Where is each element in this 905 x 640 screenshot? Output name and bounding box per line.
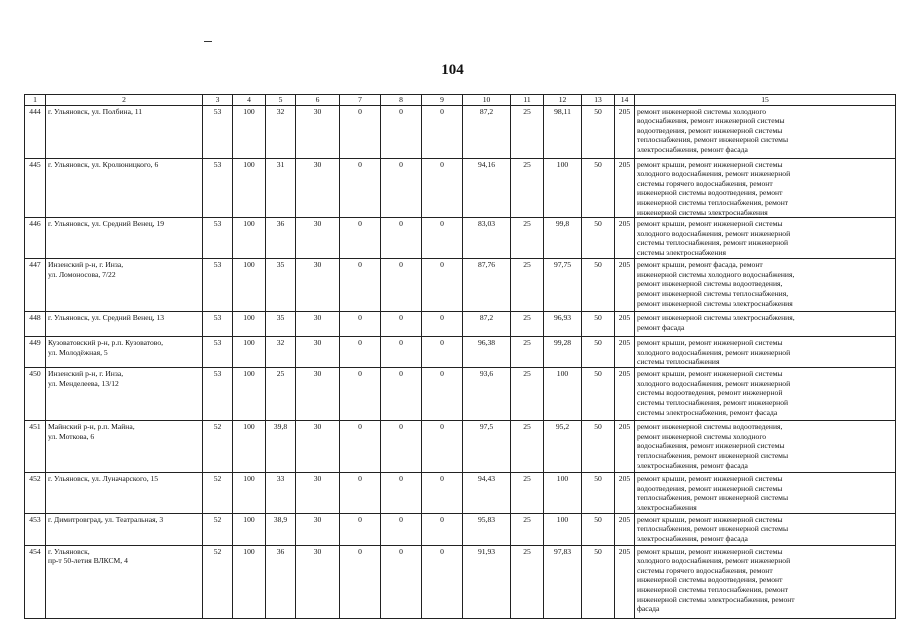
value-cell-c5: 36 <box>266 218 296 259</box>
value-cell-c12: 99,8 <box>544 218 582 259</box>
works-cell <box>635 105 896 158</box>
value-cell-c3: 52 <box>203 545 233 618</box>
works-line: ремонт фасада <box>637 322 685 332</box>
value-cell-c13: 50 <box>582 368 615 421</box>
value-cell-c12: 96,93 <box>544 312 582 337</box>
value-cell-c6: 30 <box>296 421 340 473</box>
address-cell <box>46 473 203 513</box>
value-cell-c6: 30 <box>296 312 340 337</box>
table-row <box>25 473 896 513</box>
table-row <box>25 545 896 618</box>
address-line: г. Ульяновск, ул. Средний Венец, 13 <box>48 313 165 323</box>
value-cell-c9: 0 <box>422 368 463 421</box>
column-number: 9 <box>422 95 463 106</box>
value-cell-c7: 0 <box>340 421 381 473</box>
table-row <box>25 312 896 337</box>
row-number: 447 <box>25 259 46 312</box>
column-number: 7 <box>340 95 381 106</box>
works-line: холодного водоснабжения, ремонт инженерной <box>637 556 791 566</box>
value-cell-c9: 0 <box>422 421 463 473</box>
works-cell <box>635 368 896 421</box>
value-cell-c8: 0 <box>381 513 422 545</box>
value-cell-c14: 205 <box>615 513 635 545</box>
value-cell-c6: 30 <box>296 545 340 618</box>
works-line: ремонт крыши, ремонт инженерной системы <box>637 546 783 556</box>
value-cell-c13: 50 <box>582 513 615 545</box>
works-line: системы электроснабжения <box>637 247 726 257</box>
value-cell-c10: 87,2 <box>463 105 511 158</box>
works-line: ремонт инженерной системы холодного <box>637 431 767 441</box>
value-cell-c8: 0 <box>381 312 422 337</box>
column-number: 15 <box>635 95 896 106</box>
value-cell-c11: 25 <box>511 421 544 473</box>
address-line: ул. Моткова, 6 <box>48 431 95 441</box>
value-cell-c8: 0 <box>381 473 422 513</box>
works-line: ремонт крыши, ремонт инженерной системы <box>637 219 783 229</box>
address-line: г. Димитровград, ул. Театральная, 3 <box>48 514 164 524</box>
value-cell-c8: 0 <box>381 545 422 618</box>
works-line: электроснабжения, ремонт фасада <box>637 533 748 543</box>
table-row <box>25 513 896 545</box>
value-cell-c5: 31 <box>266 158 296 218</box>
column-number: 12 <box>544 95 582 106</box>
value-cell-c8: 0 <box>381 218 422 259</box>
value-cell-c4: 100 <box>233 105 266 158</box>
value-cell-c14: 205 <box>615 218 635 259</box>
value-cell-c12: 99,28 <box>544 337 582 368</box>
works-cell <box>635 259 896 312</box>
value-cell-c3: 53 <box>203 368 233 421</box>
value-cell-c3: 53 <box>203 259 233 312</box>
value-cell-c3: 53 <box>203 312 233 337</box>
value-cell-c14: 205 <box>615 158 635 218</box>
value-cell-c13: 50 <box>582 473 615 513</box>
value-cell-c4: 100 <box>233 545 266 618</box>
value-cell-c11: 25 <box>511 368 544 421</box>
row-number: 452 <box>25 473 46 513</box>
value-cell-c9: 0 <box>422 473 463 513</box>
value-cell-c5: 35 <box>266 259 296 312</box>
value-cell-c14: 205 <box>615 368 635 421</box>
value-cell-c5: 35 <box>266 312 296 337</box>
value-cell-c6: 30 <box>296 105 340 158</box>
value-cell-c13: 50 <box>582 105 615 158</box>
value-cell-c4: 100 <box>233 312 266 337</box>
value-cell-c8: 0 <box>381 337 422 368</box>
address-cell <box>46 421 203 473</box>
value-cell-c6: 30 <box>296 158 340 218</box>
works-line: инженерной системы водоотведения, ремонт <box>637 188 783 198</box>
works-cell <box>635 218 896 259</box>
value-cell-c12: 98,11 <box>544 105 582 158</box>
works-cell <box>635 421 896 473</box>
value-cell-c4: 100 <box>233 513 266 545</box>
value-cell-c3: 52 <box>203 421 233 473</box>
value-cell-c4: 100 <box>233 259 266 312</box>
value-cell-c12: 100 <box>544 473 582 513</box>
value-cell-c9: 0 <box>422 337 463 368</box>
works-line: водоотведения, ремонт инженерной системы <box>637 483 783 493</box>
works-line: холодного водоснабжения, ремонт инженерной <box>637 169 791 179</box>
value-cell-c12: 100 <box>544 368 582 421</box>
works-cell <box>635 312 896 337</box>
address-cell <box>46 218 203 259</box>
works-line: системы горячего водоснабжения, ремонт <box>637 565 773 575</box>
value-cell-c4: 100 <box>233 218 266 259</box>
value-cell-c14: 205 <box>615 421 635 473</box>
address-line: г. Ульяновск, ул. Полбина, 11 <box>48 106 143 116</box>
value-cell-c3: 53 <box>203 337 233 368</box>
value-cell-c11: 25 <box>511 473 544 513</box>
table-row <box>25 218 896 259</box>
value-cell-c6: 30 <box>296 218 340 259</box>
works-cell <box>635 513 896 545</box>
value-cell-c7: 0 <box>340 368 381 421</box>
works-line: ремонт инженерной системы электроснабжения, <box>637 313 795 323</box>
address-cell <box>46 545 203 618</box>
value-cell-c3: 53 <box>203 105 233 158</box>
value-cell-c5: 33 <box>266 473 296 513</box>
address-line: Кузоватовский р-н, р.п. Кузоватово, <box>48 338 164 348</box>
row-number: 449 <box>25 337 46 368</box>
value-cell-c6: 30 <box>296 337 340 368</box>
works-line: инженерной системы водоотведения, ремонт <box>637 575 783 585</box>
works-line: холодного водоснабжения, ремонт инженерной <box>637 347 791 357</box>
address-line: Майнский р-н, р.п. Майна, <box>48 422 135 432</box>
page-number: 104 <box>441 62 464 78</box>
value-cell-c10: 93,6 <box>463 368 511 421</box>
works-line: фасада <box>637 604 660 614</box>
works-cell <box>635 545 896 618</box>
value-cell-c8: 0 <box>381 158 422 218</box>
value-cell-c5: 36 <box>266 545 296 618</box>
value-cell-c3: 52 <box>203 513 233 545</box>
works-line: системы теплоснабжения <box>637 357 720 367</box>
value-cell-c4: 100 <box>233 421 266 473</box>
works-line: электроснабжения, ремонт фасада <box>637 460 748 470</box>
value-cell-c8: 0 <box>381 105 422 158</box>
works-line: инженерной системы теплоснабжения, ремонт <box>637 584 789 594</box>
works-line: системы теплоснабжения, ремонт инженерной <box>637 397 789 407</box>
works-line: холодного водоснабжения, ремонт инженерной <box>637 378 791 388</box>
address-cell <box>46 158 203 218</box>
value-cell-c13: 50 <box>582 312 615 337</box>
value-cell-c13: 50 <box>582 259 615 312</box>
value-cell-c7: 0 <box>340 259 381 312</box>
value-cell-c12: 97,83 <box>544 545 582 618</box>
works-line: ремонт инженерной системы водоотведения, <box>637 422 783 432</box>
works-cell <box>635 337 896 368</box>
works-line: системы водоотведения, ремонт инженерной <box>637 388 783 398</box>
value-cell-c7: 0 <box>340 218 381 259</box>
row-number: 453 <box>25 513 46 545</box>
value-cell-c3: 53 <box>203 218 233 259</box>
dash-mark <box>204 41 212 42</box>
value-cell-c11: 25 <box>511 312 544 337</box>
address-cell <box>46 337 203 368</box>
address-line: ул. Ломоносова, 7/22 <box>48 269 116 279</box>
column-number: 14 <box>615 95 635 106</box>
works-line: инженерной системы электроснабжения, ремонт <box>637 594 795 604</box>
value-cell-c10: 94,43 <box>463 473 511 513</box>
row-number: 454 <box>25 545 46 618</box>
value-cell-c11: 25 <box>511 259 544 312</box>
works-line: ремонт инженерной системы теплоснабжения, <box>637 288 789 298</box>
works-line: системы горячего водоснабжения, ремонт <box>637 178 773 188</box>
address-line: Инзенский р-н, г. Инза, <box>48 369 124 379</box>
works-line: системы теплоснабжения, ремонт инженерной <box>637 238 789 248</box>
value-cell-c14: 205 <box>615 259 635 312</box>
address-line: ул. Менделеева, 13/12 <box>48 378 119 388</box>
value-cell-c9: 0 <box>422 158 463 218</box>
works-line: холодного водоснабжения, ремонт инженерной <box>637 228 791 238</box>
value-cell-c11: 25 <box>511 105 544 158</box>
column-number: 10 <box>463 95 511 106</box>
value-cell-c3: 52 <box>203 473 233 513</box>
value-cell-c12: 97,75 <box>544 259 582 312</box>
address-line: г. Ульяновск, ул. Средний Венец, 19 <box>48 219 165 229</box>
value-cell-c6: 30 <box>296 513 340 545</box>
value-cell-c8: 0 <box>381 421 422 473</box>
row-number: 445 <box>25 158 46 218</box>
value-cell-c13: 50 <box>582 421 615 473</box>
works-line: ремонт крыши, ремонт инженерной системы <box>637 474 783 484</box>
value-cell-c9: 0 <box>422 259 463 312</box>
column-number: 4 <box>233 95 266 106</box>
value-cell-c4: 100 <box>233 368 266 421</box>
value-cell-c6: 30 <box>296 259 340 312</box>
row-number: 446 <box>25 218 46 259</box>
works-cell <box>635 158 896 218</box>
value-cell-c4: 100 <box>233 337 266 368</box>
works-line: ремонт крыши, ремонт инженерной системы <box>637 369 783 379</box>
value-cell-c10: 94,16 <box>463 158 511 218</box>
address-cell <box>46 513 203 545</box>
value-cell-c7: 0 <box>340 545 381 618</box>
value-cell-c6: 30 <box>296 368 340 421</box>
works-line: ремонт инженерной системы электроснабжения <box>637 298 793 308</box>
works-line: электроснабжения <box>637 502 697 512</box>
works-line: теплоснабжения, ремонт инженерной системы <box>637 524 789 534</box>
value-cell-c11: 25 <box>511 218 544 259</box>
table-row <box>25 421 896 473</box>
column-number: 13 <box>582 95 615 106</box>
value-cell-c14: 205 <box>615 337 635 368</box>
works-line: водоснабжения, ремонт инженерной системы <box>637 116 785 126</box>
works-line: ремонт крыши, ремонт фасада, ремонт <box>637 260 763 270</box>
address-cell <box>46 105 203 158</box>
value-cell-c10: 87,76 <box>463 259 511 312</box>
works-line: водоснабжения, ремонт инженерной системы <box>637 441 785 451</box>
value-cell-c10: 87,2 <box>463 312 511 337</box>
value-cell-c11: 25 <box>511 513 544 545</box>
column-number-row <box>25 95 896 106</box>
value-cell-c10: 83,03 <box>463 218 511 259</box>
column-number: 2 <box>46 95 203 106</box>
address-line: г. Ульяновск, ул. Кролюницкого, 6 <box>48 159 159 169</box>
works-line: электроснабжения, ремонт фасада <box>637 144 748 154</box>
value-cell-c13: 50 <box>582 158 615 218</box>
table-row <box>25 368 896 421</box>
column-number: 11 <box>511 95 544 106</box>
works-line: водоотведения, ремонт инженерной системы <box>637 125 783 135</box>
works-line: теплоснабжения, ремонт инженерной системы <box>637 450 789 460</box>
column-number: 1 <box>25 95 46 106</box>
value-cell-c7: 0 <box>340 105 381 158</box>
works-line: инженерной системы теплоснабжения, ремонт <box>637 197 789 207</box>
value-cell-c10: 97,5 <box>463 421 511 473</box>
value-cell-c11: 25 <box>511 337 544 368</box>
value-cell-c5: 39,8 <box>266 421 296 473</box>
works-line: инженерной системы холодного водоснабжения, <box>637 269 795 279</box>
value-cell-c5: 38,9 <box>266 513 296 545</box>
value-cell-c9: 0 <box>422 218 463 259</box>
value-cell-c11: 25 <box>511 158 544 218</box>
value-cell-c7: 0 <box>340 473 381 513</box>
register-table <box>24 94 896 619</box>
value-cell-c12: 100 <box>544 158 582 218</box>
address-line: Инзенский р-н, г. Инза, <box>48 260 124 270</box>
value-cell-c12: 95,2 <box>544 421 582 473</box>
address-cell <box>46 368 203 421</box>
value-cell-c9: 0 <box>422 312 463 337</box>
value-cell-c7: 0 <box>340 513 381 545</box>
row-number: 450 <box>25 368 46 421</box>
works-line: ремонт инженерной системы водоотведения, <box>637 279 783 289</box>
value-cell-c7: 0 <box>340 337 381 368</box>
table-row <box>25 105 896 158</box>
value-cell-c12: 100 <box>544 513 582 545</box>
table-row <box>25 337 896 368</box>
value-cell-c14: 205 <box>615 105 635 158</box>
table-row <box>25 259 896 312</box>
value-cell-c5: 32 <box>266 337 296 368</box>
address-cell <box>46 259 203 312</box>
value-cell-c9: 0 <box>422 513 463 545</box>
value-cell-c3: 53 <box>203 158 233 218</box>
address-cell <box>46 312 203 337</box>
value-cell-c11: 25 <box>511 545 544 618</box>
address-line: пр-т 50-летия ВЛКСМ, 4 <box>48 556 128 566</box>
works-line: теплоснабжения, ремонт инженерной системы <box>637 135 789 145</box>
row-number: 444 <box>25 105 46 158</box>
value-cell-c14: 205 <box>615 312 635 337</box>
value-cell-c9: 0 <box>422 545 463 618</box>
value-cell-c13: 50 <box>582 337 615 368</box>
value-cell-c5: 25 <box>266 368 296 421</box>
works-line: инженерной системы электроснабжения <box>637 207 768 217</box>
works-line: ремонт инженерной системы холодного <box>637 106 767 116</box>
value-cell-c10: 91,93 <box>463 545 511 618</box>
column-number: 3 <box>203 95 233 106</box>
value-cell-c14: 205 <box>615 473 635 513</box>
value-cell-c8: 0 <box>381 368 422 421</box>
works-line: системы электроснабжения, ремонт фасада <box>637 407 778 417</box>
value-cell-c14: 205 <box>615 545 635 618</box>
value-cell-c9: 0 <box>422 105 463 158</box>
value-cell-c7: 0 <box>340 158 381 218</box>
works-line: ремонт крыши, ремонт инженерной системы <box>637 514 783 524</box>
works-cell <box>635 473 896 513</box>
value-cell-c6: 30 <box>296 473 340 513</box>
address-line: ул. Молодёжная, 5 <box>48 347 108 357</box>
value-cell-c8: 0 <box>381 259 422 312</box>
value-cell-c5: 32 <box>266 105 296 158</box>
column-number: 8 <box>381 95 422 106</box>
value-cell-c7: 0 <box>340 312 381 337</box>
value-cell-c4: 100 <box>233 473 266 513</box>
row-number: 448 <box>25 312 46 337</box>
address-line: г. Ульяновск, ул. Луначарского, 15 <box>48 474 159 484</box>
works-line: ремонт крыши, ремонт инженерной системы <box>637 338 783 348</box>
value-cell-c10: 95,83 <box>463 513 511 545</box>
value-cell-c10: 96,38 <box>463 337 511 368</box>
address-line: г. Ульяновск, <box>48 546 90 556</box>
column-number: 5 <box>266 95 296 106</box>
value-cell-c13: 50 <box>582 545 615 618</box>
value-cell-c13: 50 <box>582 218 615 259</box>
works-line: ремонт крыши, ремонт инженерной системы <box>637 159 783 169</box>
value-cell-c4: 100 <box>233 158 266 218</box>
column-number: 6 <box>296 95 340 106</box>
table-row <box>25 158 896 218</box>
works-line: теплоснабжения, ремонт инженерной системы <box>637 493 789 503</box>
row-number: 451 <box>25 421 46 473</box>
